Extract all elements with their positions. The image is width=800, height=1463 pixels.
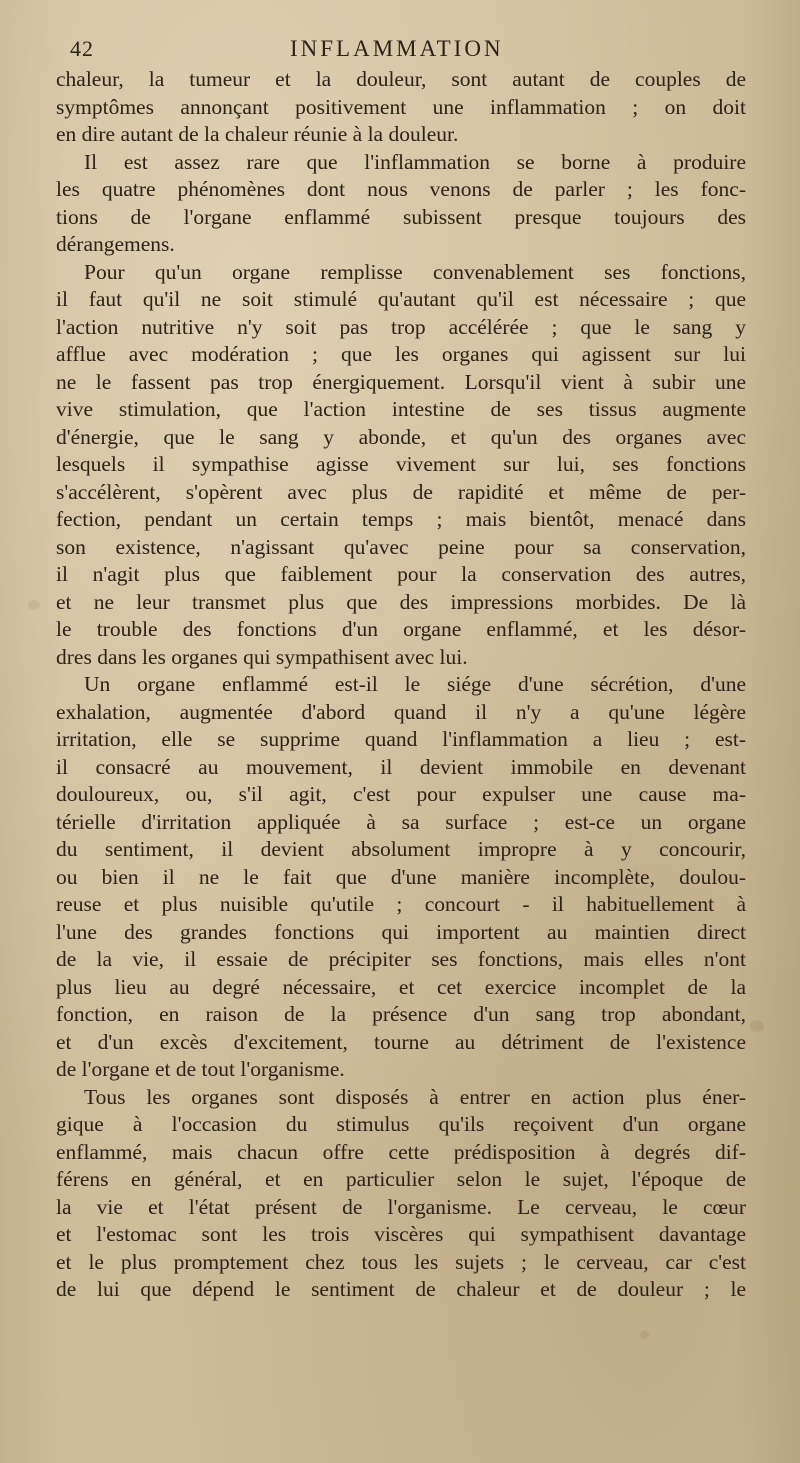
text-line: Tous les organes sont disposés à entrer en action plus éner-: [84, 1084, 746, 1109]
text-line: Il est assez rare que l'inflammation se borne à produire: [84, 149, 746, 174]
text-line: plus lieu au degré nécessaire, et cet exercice incomplet de la: [56, 974, 746, 999]
text-line: de l'organe et de tout l'organisme.: [56, 1057, 345, 1081]
text-line: ne le fassent pas trop énergiquement. Lorsqu'il vient à subir une: [56, 369, 746, 394]
page-number: 42: [70, 36, 94, 61]
text-line: exhalation, augmentée d'abord quand il n'y a qu'une légère: [56, 699, 746, 724]
text-line: ou bien il ne le fait que d'une manière incomplète, doulou-: [56, 864, 746, 889]
text-line: la vie et l'état présent de l'organisme. Le cerveau, le cœur: [56, 1194, 746, 1219]
text-line: lesquels il sympathise agisse vivement sur lui, ses fonctions: [56, 452, 746, 476]
text-line: et ne leur transmet plus que des impressions morbides. De là: [56, 589, 746, 614]
text-line: vive stimulation, que l'action intestine de ses tissus augmente: [56, 397, 746, 421]
text-line: son existence, n'agissant qu'avec peine pour sa conservation,: [56, 534, 746, 559]
text-line: et le plus promptement chez tous les sujets ; le cerveau, car c'est: [56, 1249, 746, 1274]
text-line: fection, pendant un certain temps ; mais bientôt, menacé dans: [56, 507, 746, 531]
text-line: du sentiment, il devient absolument impropre à y concourir,: [56, 837, 746, 861]
text-line: symptômes annonçant positivement une inflammation ; on doit: [56, 94, 746, 119]
text-line: il faut qu'il ne soit stimulé qu'autant qu'il est nécessaire ; que: [56, 287, 746, 311]
text-line: le trouble des fonctions d'un organe enflammé, et les désor-: [56, 617, 746, 641]
text-line: il n'agit plus que faiblement pour la conservation des autres,: [56, 562, 746, 586]
paper-stain: [640, 1330, 649, 1339]
text-line: dérangemens.: [56, 232, 175, 256]
text-line: il consacré au mouvement, il devient immobile en devenant: [56, 754, 746, 779]
text-line: reuse et plus nuisible qu'utile ; concourt - il habituellement à: [56, 892, 746, 916]
text-line: Pour qu'un organe remplisse convenablement ses fonctions,: [84, 259, 746, 284]
text-line: les quatre phénomènes dont nous venons de parler ; les fonc-: [56, 177, 746, 201]
text-line: et l'estomac sont les trois viscères qui sympathisent davantage: [56, 1222, 746, 1246]
text-line: douloureux, ou, s'il agit, c'est pour expulser une cause ma-: [56, 782, 746, 806]
text-line: s'accélèrent, s'opèrent avec plus de rapidité et même de per-: [56, 479, 746, 504]
text-line: irritation, elle se supprime quand l'inflammation a lieu ; est-: [56, 727, 746, 751]
text-line: gique à l'occasion du stimulus qu'ils reçoivent d'un organe: [56, 1112, 746, 1136]
text-line: Un organe enflammé est-il le siége d'une sécrétion, d'une: [84, 672, 746, 696]
text-line: de la vie, il essaie de précipiter ses fonctions, mais elles n'ont: [56, 947, 746, 971]
text-line: et d'un excès d'excitement, tourne au détriment de l'existence: [56, 1029, 746, 1054]
text-line: tions de l'organe enflammé subissent presque toujours des: [56, 204, 746, 229]
text-line: d'énergie, que le sang y abonde, et qu'un des organes avec: [56, 424, 746, 449]
text-line: férens en général, et en particulier selon le sujet, l'époque de: [56, 1167, 746, 1191]
text-line: enflammé, mais chacun offre cette prédisposition à degrés dif-: [56, 1139, 746, 1164]
text-line: de lui que dépend le sentiment de chaleur et de douleur ; le: [56, 1277, 746, 1301]
body-text: [56, 66, 746, 1304]
paper-stain: [750, 1020, 764, 1032]
text-line: térielle d'irritation appliquée à sa surface ; est-ce un organe: [56, 809, 746, 834]
text-line: fonction, en raison de la présence d'un sang trop abondant,: [56, 1002, 746, 1026]
text-line: en dire autant de la chaleur réunie à la douleur.: [56, 122, 459, 146]
text-line: l'action nutritive n'y soit pas trop accélérée ; que le sang y: [56, 314, 746, 339]
text-line: chaleur, la tumeur et la douleur, sont autant de couples de: [56, 67, 746, 91]
running-head: INFLAMMATION: [290, 36, 504, 61]
text-line: l'une des grandes fonctions qui importent au maintien direct: [56, 919, 746, 944]
page-header: [70, 36, 750, 66]
paper-stain: [28, 600, 40, 610]
text-line: dres dans les organes qui sympathisent avec lui.: [56, 644, 468, 669]
text-line: afflue avec modération ; que les organes qui agissent sur lui: [56, 342, 746, 366]
